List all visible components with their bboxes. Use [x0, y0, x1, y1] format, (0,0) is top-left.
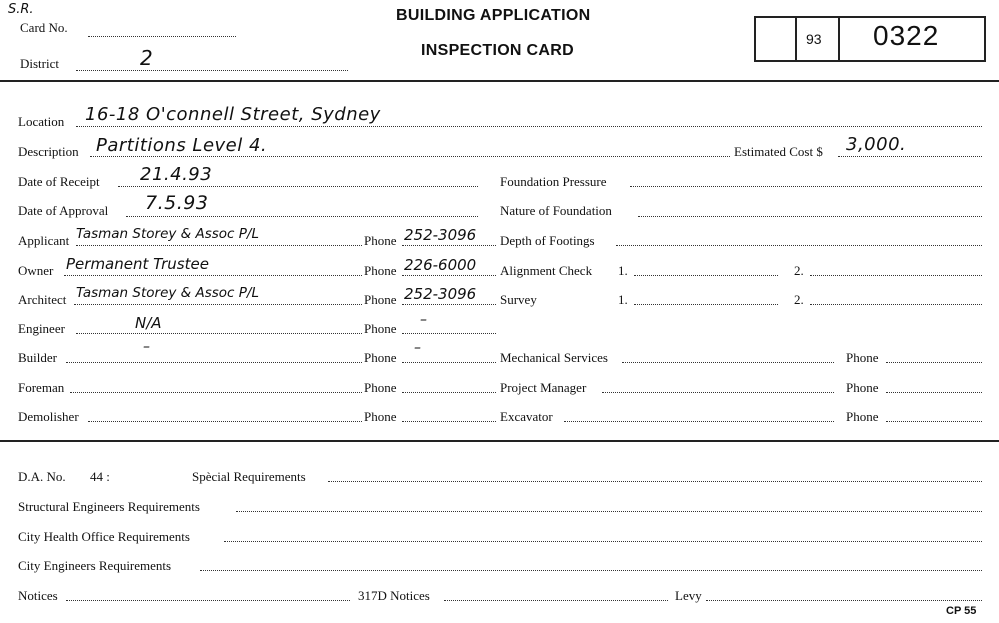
demolisher-phone-label: Phone — [364, 409, 397, 424]
owner-value: Permanent Trustee — [66, 255, 209, 273]
excavator-phone-label: Phone — [846, 409, 879, 424]
applicant-label: Applicant — [18, 233, 70, 248]
date-receipt-value: 21.4.93 — [140, 164, 213, 185]
notices-317d-label: 317D Notices — [358, 588, 430, 603]
description-label: Description — [18, 144, 79, 159]
notices-label: Notices — [18, 588, 58, 603]
foundation-pressure-field[interactable] — [630, 186, 982, 187]
foreman-phone-label: Phone — [364, 380, 397, 395]
architect-label: Architect — [18, 292, 67, 307]
engineer-phone-field[interactable] — [402, 333, 496, 334]
alignment-check-label: Alignment Check — [500, 263, 593, 278]
title-line1: BUILDING APPLICATION — [396, 7, 591, 24]
middle-rule — [0, 440, 999, 442]
mechanical-field[interactable] — [622, 362, 834, 363]
da-value: 44 : — [90, 469, 110, 484]
builder-phone-label: Phone — [364, 350, 397, 365]
location-value: 16-18 O'connell Street, Sydney — [85, 104, 381, 125]
special-requirements-label: Spècial Requirements — [192, 469, 306, 484]
city-engineers-label: City Engineers Requirements — [18, 558, 172, 573]
notices-field[interactable] — [66, 600, 350, 601]
excavator-label: Excavator — [500, 409, 553, 424]
district-field[interactable] — [76, 70, 348, 71]
engineer-phone-value: – — [420, 312, 427, 328]
structural-field[interactable] — [236, 511, 982, 512]
depth-footings-label: Depth of Footings — [500, 233, 595, 248]
applicant-value: Tasman Storey & Assoc P/L — [76, 226, 259, 242]
demolisher-field[interactable] — [88, 421, 362, 422]
estimated-cost-value: 3,000. — [846, 134, 907, 155]
card-number-box — [754, 16, 986, 62]
foreman-field[interactable] — [70, 392, 362, 393]
card-no-label: Card No. — [20, 20, 68, 35]
architect-phone-field[interactable] — [402, 304, 496, 305]
mechanical-phone-label: Phone — [846, 350, 879, 365]
architect-phone-value: 252-3096 — [404, 285, 477, 303]
foreman-label: Foreman — [18, 380, 65, 395]
engineer-phone-label: Phone — [364, 321, 397, 336]
alignment-1-field[interactable] — [634, 275, 778, 276]
survey-1-label: 1. — [618, 292, 628, 307]
applicant-phone-value: 252-3096 — [404, 226, 477, 244]
engineer-label: Engineer — [18, 321, 65, 336]
project-manager-phone-field[interactable] — [886, 392, 982, 393]
owner-phone-field[interactable] — [402, 275, 496, 276]
box-divider-1 — [795, 18, 797, 60]
demolisher-label: Demolisher — [18, 409, 79, 424]
health-label: City Health Office Requirements — [18, 529, 190, 544]
project-manager-field[interactable] — [602, 392, 834, 393]
applicant-field[interactable] — [76, 245, 362, 246]
title-line2: INSPECTION CARD — [421, 42, 574, 59]
alignment-1-label: 1. — [618, 263, 628, 278]
date-approval-value: 7.5.93 — [145, 192, 209, 214]
alignment-2-label: 2. — [794, 263, 804, 278]
mechanical-phone-field[interactable] — [886, 362, 982, 363]
applicant-phone-field[interactable] — [402, 245, 496, 246]
date-approval-field[interactable] — [126, 216, 478, 217]
health-field[interactable] — [224, 541, 982, 542]
date-receipt-field[interactable] — [118, 186, 478, 187]
engineer-value: N/A — [135, 314, 162, 332]
alignment-2-field[interactable] — [810, 275, 982, 276]
survey-label: Survey — [500, 292, 537, 307]
box-divider-2 — [838, 18, 840, 60]
form-code: CP 55 — [946, 605, 977, 617]
city-engineers-field[interactable] — [200, 570, 982, 571]
sr-note: S.R. — [8, 2, 34, 17]
mechanical-label: Mechanical Services — [500, 350, 608, 365]
description-value: Partitions Level 4. — [96, 135, 268, 156]
foreman-phone-field[interactable] — [402, 392, 496, 393]
location-label: Location — [18, 114, 65, 129]
structural-label: Structural Engineers Requirements — [18, 499, 200, 514]
card-number: 0322 — [873, 20, 940, 51]
description-field[interactable] — [90, 156, 730, 157]
builder-field[interactable] — [66, 362, 362, 363]
architect-value: Tasman Storey & Assoc P/L — [76, 285, 259, 301]
levy-field[interactable] — [706, 600, 982, 601]
owner-phone-value: 226-6000 — [404, 256, 477, 274]
owner-label: Owner — [18, 263, 54, 278]
estimated-cost-field[interactable] — [838, 156, 982, 157]
date-receipt-label: Date of Receipt — [18, 174, 100, 189]
notices-317d-field[interactable] — [444, 600, 668, 601]
card-year: 93 — [806, 31, 822, 47]
architect-field[interactable] — [74, 304, 362, 305]
foundation-pressure-label: Foundation Pressure — [500, 174, 607, 189]
survey-2-label: 2. — [794, 292, 804, 307]
applicant-phone-label: Phone — [364, 233, 397, 248]
survey-1-field[interactable] — [634, 304, 778, 305]
builder-value: – — [143, 339, 150, 355]
nature-foundation-field[interactable] — [638, 216, 982, 217]
depth-footings-field[interactable] — [616, 245, 982, 246]
estimated-cost-label: Estimated Cost $ — [734, 144, 823, 159]
district-label: District — [20, 56, 59, 71]
owner-field[interactable] — [64, 275, 362, 276]
owner-phone-label: Phone — [364, 263, 397, 278]
excavator-field[interactable] — [564, 421, 834, 422]
builder-label: Builder — [18, 350, 57, 365]
builder-phone-field[interactable] — [402, 362, 496, 363]
nature-foundation-label: Nature of Foundation — [500, 203, 612, 218]
da-label: D.A. No. — [18, 469, 66, 484]
location-field[interactable] — [76, 126, 982, 127]
architect-phone-label: Phone — [364, 292, 397, 307]
levy-label: Levy — [675, 588, 702, 603]
card-no-field[interactable] — [88, 36, 236, 37]
project-manager-label: Project Manager — [500, 380, 587, 395]
excavator-phone-field[interactable] — [886, 421, 982, 422]
engineer-field[interactable] — [76, 333, 362, 334]
special-requirements-field[interactable] — [328, 481, 982, 482]
date-approval-label: Date of Approval — [18, 203, 109, 218]
demolisher-phone-field[interactable] — [402, 421, 496, 422]
header-rule — [0, 80, 999, 82]
builder-phone-value: – — [414, 340, 421, 356]
district-value: 2 — [140, 46, 154, 70]
survey-2-field[interactable] — [810, 304, 982, 305]
project-manager-phone-label: Phone — [846, 380, 879, 395]
